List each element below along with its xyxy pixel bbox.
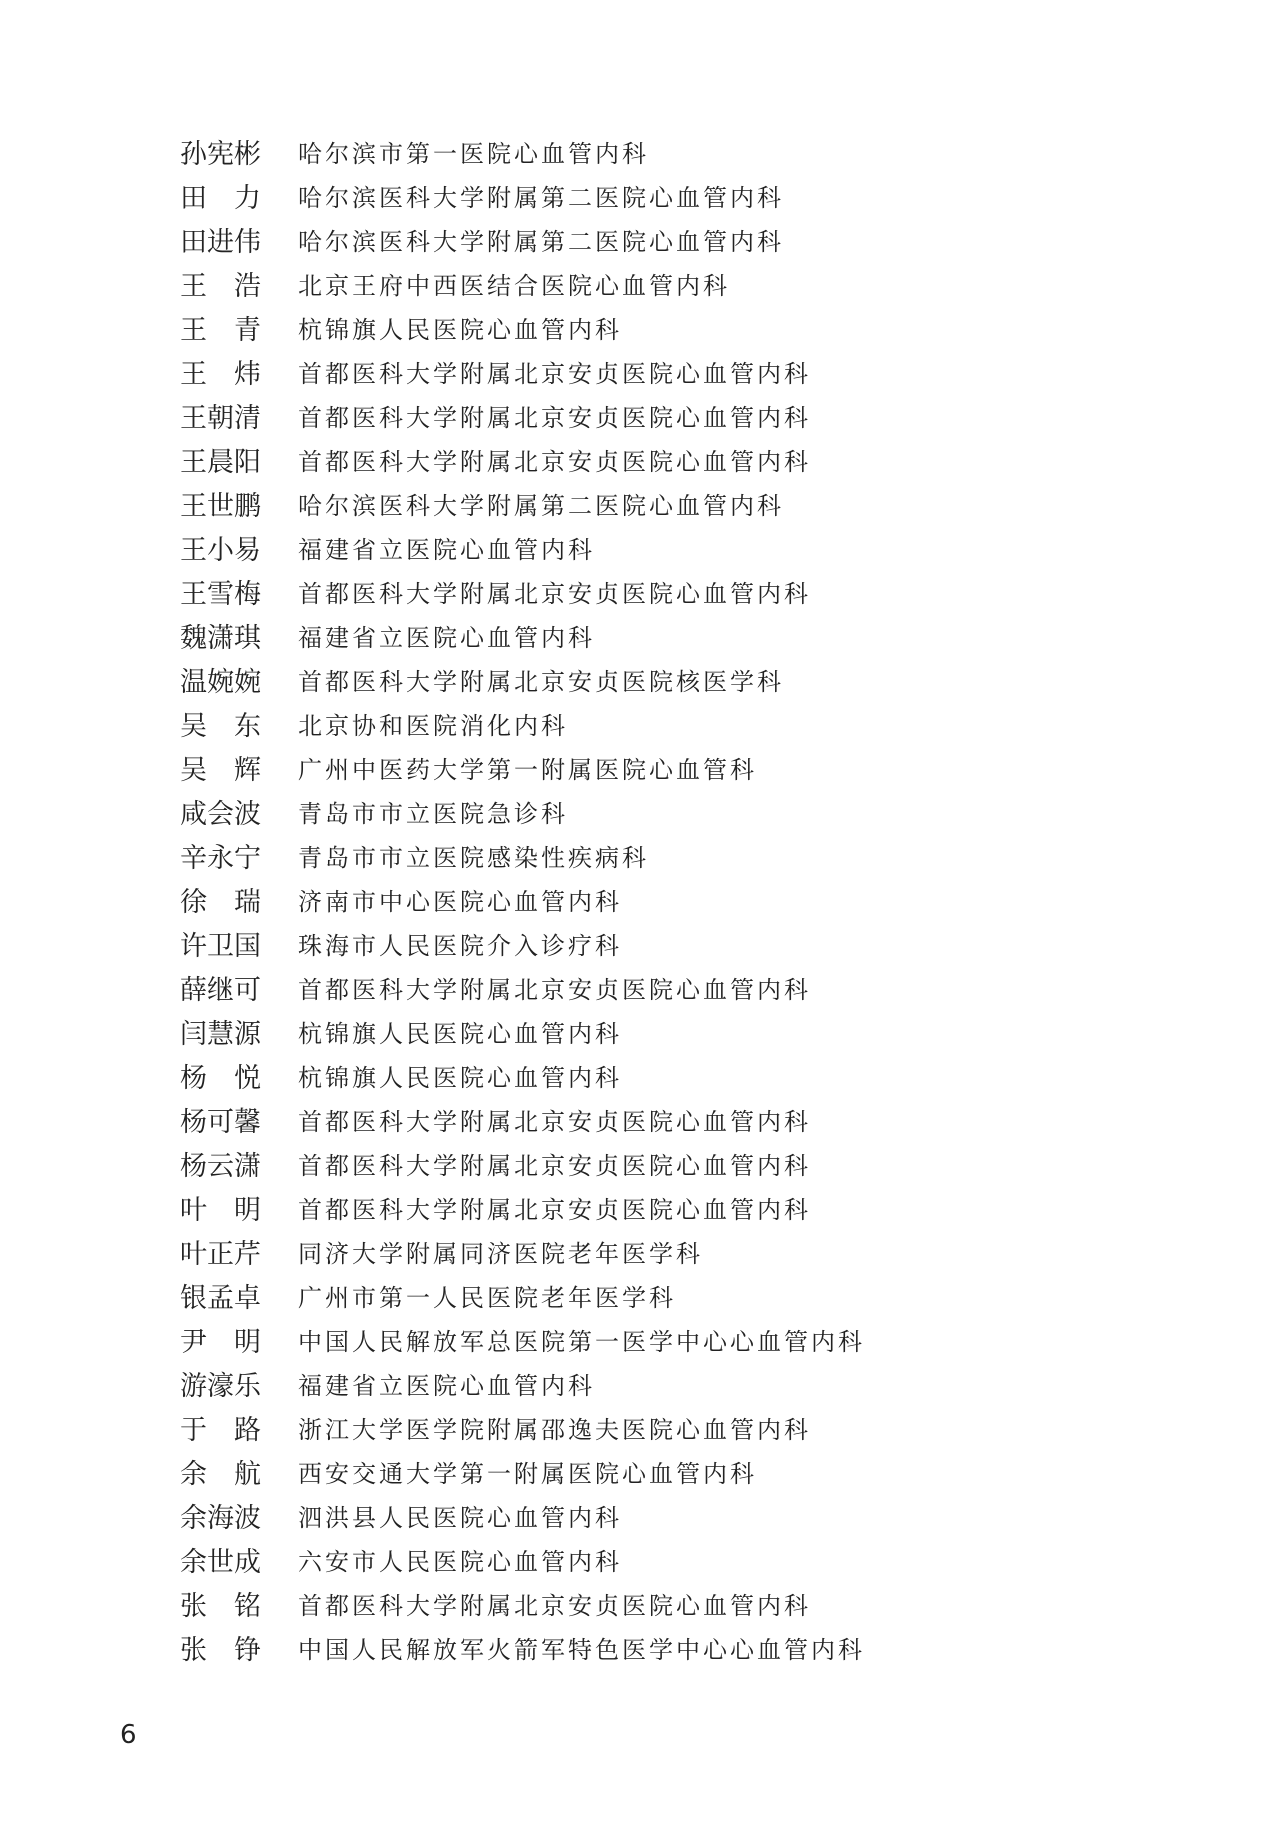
contributor-name: 叶 明 xyxy=(180,1194,261,1226)
contributor-row xyxy=(180,217,865,261)
contributor-name: 杨云潇 xyxy=(180,1150,261,1182)
contributor-affiliation: 首都医科大学附属北京安贞医院心血管内科 xyxy=(298,359,811,388)
contributor-affiliation: 济南市中心医院心血管内科 xyxy=(298,887,622,916)
contributor-name: 王雪梅 xyxy=(180,578,261,610)
contributor-name: 田进伟 xyxy=(180,226,261,258)
contributor-row xyxy=(180,1405,865,1449)
contributor-row xyxy=(180,1273,865,1317)
contributor-row xyxy=(180,1537,865,1581)
contributor-name: 杨 悦 xyxy=(180,1062,261,1094)
contributor-row xyxy=(180,305,865,349)
contributor-name: 银孟卓 xyxy=(180,1282,261,1314)
contributor-affiliation: 哈尔滨市第一医院心血管内科 xyxy=(298,139,649,168)
contributor-row xyxy=(180,1141,865,1185)
contributor-row xyxy=(180,1493,865,1537)
contributor-row xyxy=(180,877,865,921)
contributor-row xyxy=(180,349,865,393)
contributor-name: 叶正芹 xyxy=(180,1238,261,1270)
contributor-name: 余世成 xyxy=(180,1546,261,1578)
contributor-affiliation: 哈尔滨医科大学附属第二医院心血管内科 xyxy=(298,183,784,212)
contributor-name: 尹 明 xyxy=(180,1326,261,1358)
contributor-affiliation: 首都医科大学附属北京安贞医院心血管内科 xyxy=(298,579,811,608)
contributor-name: 薛继可 xyxy=(180,974,261,1006)
contributor-row xyxy=(180,1185,865,1229)
contributor-affiliation: 福建省立医院心血管内科 xyxy=(298,535,595,564)
contributor-affiliation: 泗洪县人民医院心血管内科 xyxy=(298,1503,622,1532)
contributor-row xyxy=(180,261,865,305)
contributor-affiliation: 首都医科大学附属北京安贞医院核医学科 xyxy=(298,667,784,696)
contributor-affiliation: 首都医科大学附属北京安贞医院心血管内科 xyxy=(298,1151,811,1180)
contributor-name: 徐 瑞 xyxy=(180,886,261,918)
contributor-affiliation: 哈尔滨医科大学附属第二医院心血管内科 xyxy=(298,491,784,520)
contributor-affiliation: 杭锦旗人民医院心血管内科 xyxy=(298,1019,622,1048)
contributor-affiliation: 北京王府中西医结合医院心血管内科 xyxy=(298,271,730,300)
contributor-name: 王 炜 xyxy=(180,358,261,390)
contributor-affiliation: 中国人民解放军总医院第一医学中心心血管内科 xyxy=(298,1327,865,1356)
contributor-row xyxy=(180,173,865,217)
contributor-row xyxy=(180,1317,865,1361)
contributor-name: 吴 东 xyxy=(180,710,261,742)
contributor-row xyxy=(180,569,865,613)
contributor-name: 张 铮 xyxy=(180,1634,261,1666)
contributor-row xyxy=(180,1053,865,1097)
contributor-row xyxy=(180,1361,865,1405)
contributor-name: 张 铭 xyxy=(180,1590,261,1622)
contributor-affiliation: 六安市人民医院心血管内科 xyxy=(298,1547,622,1576)
contributor-list xyxy=(180,129,865,1669)
contributor-affiliation: 福建省立医院心血管内科 xyxy=(298,623,595,652)
contributor-row xyxy=(180,701,865,745)
contributor-affiliation: 青岛市市立医院感染性疾病科 xyxy=(298,843,649,872)
contributor-row xyxy=(180,525,865,569)
contributor-name: 咸会波 xyxy=(180,798,261,830)
contributor-row xyxy=(180,1581,865,1625)
contributor-affiliation: 同济大学附属同济医院老年医学科 xyxy=(298,1239,703,1268)
contributor-name: 王晨阳 xyxy=(180,446,261,478)
contributor-affiliation: 广州中医药大学第一附属医院心血管科 xyxy=(298,755,757,784)
contributor-affiliation: 珠海市人民医院介入诊疗科 xyxy=(298,931,622,960)
contributor-affiliation: 首都医科大学附属北京安贞医院心血管内科 xyxy=(298,975,811,1004)
contributor-affiliation: 首都医科大学附属北京安贞医院心血管内科 xyxy=(298,447,811,476)
contributor-name: 余 航 xyxy=(180,1458,261,1490)
contributor-row xyxy=(180,789,865,833)
page-number: 6 xyxy=(120,1720,137,1750)
contributor-affiliation: 哈尔滨医科大学附属第二医院心血管内科 xyxy=(298,227,784,256)
contributor-affiliation: 北京协和医院消化内科 xyxy=(298,711,568,740)
contributor-affiliation: 青岛市市立医院急诊科 xyxy=(298,799,568,828)
contributor-row xyxy=(180,1449,865,1493)
contributor-row xyxy=(180,129,865,173)
contributor-affiliation: 首都医科大学附属北京安贞医院心血管内科 xyxy=(298,1195,811,1224)
contributor-affiliation: 福建省立医院心血管内科 xyxy=(298,1371,595,1400)
contributor-affiliation: 杭锦旗人民医院心血管内科 xyxy=(298,1063,622,1092)
contributor-name: 田 力 xyxy=(180,182,261,214)
contributor-affiliation: 浙江大学医学院附属邵逸夫医院心血管内科 xyxy=(298,1415,811,1444)
contributor-name: 游濠乐 xyxy=(180,1370,261,1402)
contributor-row xyxy=(180,1009,865,1053)
contributor-name: 温婉婉 xyxy=(180,666,261,698)
contributor-name: 于 路 xyxy=(180,1414,261,1446)
contributor-row xyxy=(180,745,865,789)
contributor-row xyxy=(180,965,865,1009)
contributor-row xyxy=(180,437,865,481)
contributor-name: 辛永宁 xyxy=(180,842,261,874)
contributor-name: 王小易 xyxy=(180,534,261,566)
contributor-affiliation: 中国人民解放军火箭军特色医学中心心血管内科 xyxy=(298,1635,865,1664)
contributor-affiliation: 首都医科大学附属北京安贞医院心血管内科 xyxy=(298,1591,811,1620)
contributor-name: 许卫国 xyxy=(180,930,261,962)
contributor-row xyxy=(180,657,865,701)
contributor-affiliation: 广州市第一人民医院老年医学科 xyxy=(298,1283,676,1312)
contributor-affiliation: 杭锦旗人民医院心血管内科 xyxy=(298,315,622,344)
contributor-name: 王 浩 xyxy=(180,270,261,302)
contributor-affiliation: 西安交通大学第一附属医院心血管内科 xyxy=(298,1459,757,1488)
contributor-name: 闫慧源 xyxy=(180,1018,261,1050)
contributor-name: 吴 辉 xyxy=(180,754,261,786)
contributor-row xyxy=(180,1625,865,1669)
contributor-row xyxy=(180,1097,865,1141)
contributor-name: 孙宪彬 xyxy=(180,138,261,170)
contributor-row xyxy=(180,921,865,965)
contributor-row xyxy=(180,1229,865,1273)
contributor-row xyxy=(180,393,865,437)
contributor-name: 魏潇琪 xyxy=(180,622,261,654)
contributor-row xyxy=(180,481,865,525)
contributor-affiliation: 首都医科大学附属北京安贞医院心血管内科 xyxy=(298,1107,811,1136)
contributor-name: 王朝清 xyxy=(180,402,261,434)
contributor-name: 王 青 xyxy=(180,314,261,346)
contributor-row xyxy=(180,613,865,657)
contributor-row xyxy=(180,833,865,877)
contributor-name: 王世鹏 xyxy=(180,490,261,522)
contributor-name: 余海波 xyxy=(180,1502,261,1534)
contributor-affiliation: 首都医科大学附属北京安贞医院心血管内科 xyxy=(298,403,811,432)
contributor-name: 杨可馨 xyxy=(180,1106,261,1138)
